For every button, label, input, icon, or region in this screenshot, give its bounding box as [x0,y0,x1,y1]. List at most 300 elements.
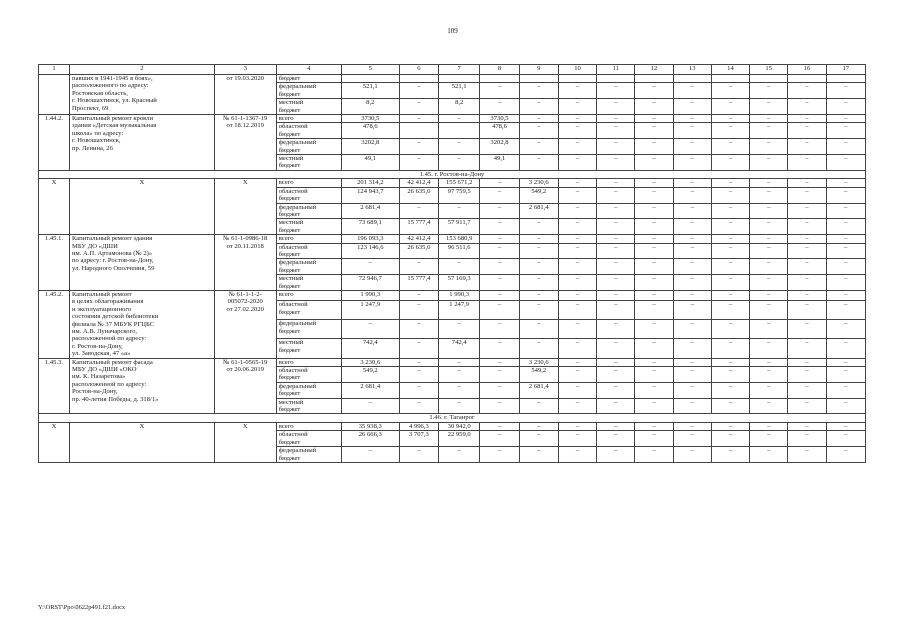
value-cell: – [439,367,480,383]
column-header: 17 [826,65,865,75]
value-cell: – [711,320,749,339]
budget-type: федеральный бюджет [276,382,341,398]
budget-type: областной бюджет [276,123,341,139]
column-header: 1 [39,65,70,75]
value-cell: – [597,187,635,203]
value-cell: – [826,358,865,366]
value-cell: – [597,243,635,259]
value-cell: – [788,235,826,243]
contract-number: X [214,179,276,235]
value-cell: – [826,290,865,300]
value-cell: 124 943,7 [341,187,399,203]
value-cell: – [519,290,558,300]
column-header: 4 [276,65,341,75]
budget-type: федеральный бюджет [276,320,341,339]
budget-type: областной бюджет [276,367,341,383]
item-name: X [70,179,215,235]
value-cell: – [826,187,865,203]
file-path-footer: Y:\ORST\Ppo\0622p491.f21.docx [38,604,126,611]
value-cell [439,123,480,139]
value-cell: 2 681,4 [519,203,558,219]
value-cell: 3 707,3 [399,431,438,447]
value-cell: 155 671,2 [439,179,480,187]
value-cell: – [788,358,826,366]
value-cell: – [558,187,596,203]
value-cell: – [558,243,596,259]
value-cell: – [826,99,865,115]
value-cell: – [673,320,711,339]
value-cell: – [399,301,438,320]
value-cell: 2 681,4 [341,382,399,398]
value-cell: 22 959,0 [439,431,480,447]
value-cell: – [711,187,749,203]
value-cell: – [750,431,788,447]
value-cell: 521,1 [341,83,399,99]
value-cell: – [597,358,635,366]
value-cell: – [399,398,438,414]
column-header: 15 [750,65,788,75]
value-cell: – [558,275,596,291]
value-cell: – [711,219,749,235]
value-cell: – [826,115,865,123]
value-cell: – [788,99,826,115]
value-cell: – [480,320,519,339]
value-cell: – [480,259,519,275]
value-cell: – [635,115,673,123]
value-cell: – [519,398,558,414]
value-cell: 97 759,5 [439,187,480,203]
table-row [39,115,866,123]
value-cell: – [439,398,480,414]
budget-type: областной бюджет [276,243,341,259]
value-cell: – [711,259,749,275]
value-cell: 742,4 [439,339,480,358]
value-cell: – [635,290,673,300]
value-cell: – [750,367,788,383]
value-cell: – [788,422,826,430]
value-cell: – [558,339,596,358]
value-cell: – [673,447,711,463]
value-cell: 478,6 [341,123,399,139]
budget-type: всего [276,179,341,187]
budget-type: федеральный бюджет [276,259,341,275]
value-cell [711,75,749,83]
value-cell: 4 996,3 [399,422,438,430]
value-cell: – [597,203,635,219]
value-cell: – [519,83,558,99]
value-cell: 26 635,0 [399,243,438,259]
value-cell: 8,2 [439,99,480,115]
value-cell: – [635,422,673,430]
value-cell: – [399,447,438,463]
value-cell: – [711,123,749,139]
value-cell: – [480,431,519,447]
value-cell: 96 511,6 [439,243,480,259]
value-cell [788,75,826,83]
value-cell: – [711,155,749,171]
value-cell: – [597,123,635,139]
value-cell: – [711,422,749,430]
value-cell: – [673,301,711,320]
value-cell: – [399,155,438,171]
value-cell: – [597,447,635,463]
value-cell: – [399,259,438,275]
contract-number: от 19.03.2020 [214,75,276,115]
value-cell: – [788,431,826,447]
value-cell: – [750,243,788,259]
item-name: Капитальный ремонт в целях облагораживания и эксплуатационного состояния детской библиотеки филиала № 37 МБУК РГЦБС им. А.В. Луначарского, расположенной по адресу: г. Ростов-на-Дону, ул. Заводская, 47 «а» [70,290,215,358]
value-cell: – [635,179,673,187]
item-name: павших в 1941-1945 в боях», расположенного по адресу: Ростовская область, г. Новошахтинск, ул. Красный Проспект, 69 [70,75,215,115]
value-cell: – [635,382,673,398]
value-cell: – [635,367,673,383]
value-cell: – [519,431,558,447]
value-cell: – [711,83,749,99]
section-title: 1.46. г. Таганрог [39,414,866,422]
value-cell: – [750,301,788,320]
value-cell: – [711,367,749,383]
value-cell: – [788,367,826,383]
value-cell: – [439,139,480,155]
value-cell: – [597,259,635,275]
budget-table [38,64,866,463]
value-cell: – [788,243,826,259]
value-cell: – [480,275,519,291]
value-cell: – [635,320,673,339]
value-cell: – [558,358,596,366]
value-cell: – [399,367,438,383]
value-cell: – [750,203,788,219]
value-cell: – [673,367,711,383]
value-cell: – [399,382,438,398]
value-cell: – [711,358,749,366]
value-cell: – [597,301,635,320]
value-cell: – [635,259,673,275]
value-cell: – [673,422,711,430]
value-cell: – [788,339,826,358]
value-cell: 742,4 [341,339,399,358]
column-header: 2 [70,65,215,75]
value-cell: – [558,431,596,447]
value-cell: – [597,398,635,414]
budget-type: всего [276,115,341,123]
value-cell: – [635,155,673,171]
budget-type: федеральный бюджет [276,203,341,219]
value-cell: 3730,5 [341,115,399,123]
budget-type: местный бюджет [276,275,341,291]
budget-type: бюджет [276,75,341,83]
item-name: Капитальный ремонт фасада МБУ ДО «ДШИ «ОКО им. К. Назаретова» расположенной по адресу: Ростов-на-Дону, пр. 40-летия Победы, д. 318/1» [70,358,215,414]
value-cell: 26 635,0 [399,187,438,203]
value-cell: – [826,219,865,235]
item-name: X [70,422,215,462]
value-cell: 3 230,6 [341,358,399,366]
budget-type: местный бюджет [276,398,341,414]
item-number: 1.45.3. [39,358,70,414]
item-name: Капитальный ремонт здания МБУ ДО «ДШИ им. А.П. Артамонова (№ 2)» по адресу: г. Ростов-на-Дону, ул. Народного Ополчения, 59 [70,235,215,291]
value-cell: – [673,243,711,259]
value-cell: – [519,259,558,275]
value-cell: – [750,320,788,339]
value-cell: – [480,382,519,398]
value-cell: – [750,235,788,243]
value-cell: – [673,290,711,300]
value-cell: – [826,179,865,187]
item-number: X [39,422,70,462]
value-cell: – [480,219,519,235]
value-cell: – [635,235,673,243]
value-cell: – [711,235,749,243]
table-row [39,235,866,243]
item-number [39,75,70,115]
value-cell: – [788,115,826,123]
value-cell: – [558,301,596,320]
value-cell: – [711,301,749,320]
value-cell: – [750,382,788,398]
value-cell: – [826,235,865,243]
budget-type: местный бюджет [276,99,341,115]
value-cell: – [711,275,749,291]
value-cell: – [826,243,865,259]
value-cell: – [635,203,673,219]
value-cell: – [788,382,826,398]
value-cell: – [788,187,826,203]
value-cell: 42 412,4 [399,235,438,243]
value-cell: 49,1 [480,155,519,171]
value-cell: 521,1 [439,83,480,99]
value-cell: – [788,203,826,219]
value-cell: 42 412,4 [399,179,438,187]
value-cell: – [480,99,519,115]
value-cell: – [750,259,788,275]
value-cell [399,123,438,139]
value-cell: – [788,398,826,414]
section-row [39,414,866,422]
value-cell: – [788,179,826,187]
value-cell: – [480,301,519,320]
value-cell: – [399,290,438,300]
value-cell: 26 666,3 [341,431,399,447]
value-cell: 549,2 [341,367,399,383]
value-cell: – [519,320,558,339]
value-cell: 1 990,3 [341,290,399,300]
budget-type: всего [276,290,341,300]
value-cell: – [673,431,711,447]
value-cell: – [635,187,673,203]
value-cell [826,75,865,83]
value-cell: – [480,235,519,243]
value-cell: – [788,259,826,275]
value-cell: – [399,203,438,219]
value-cell: – [635,243,673,259]
value-cell: – [558,398,596,414]
value-cell: – [558,203,596,219]
value-cell: – [597,155,635,171]
value-cell: – [673,235,711,243]
value-cell: – [635,398,673,414]
value-cell: – [519,139,558,155]
value-cell: – [597,139,635,155]
value-cell: – [788,320,826,339]
value-cell: – [635,339,673,358]
value-cell: – [826,398,865,414]
table-row [39,422,866,430]
value-cell: – [480,447,519,463]
value-cell: 3730,5 [480,115,519,123]
column-header: 6 [399,65,438,75]
contract-number: № 61-1-0565-19 от 20.06.2019 [214,358,276,414]
value-cell: – [597,115,635,123]
value-cell: – [480,179,519,187]
value-cell: – [519,339,558,358]
value-cell: – [480,398,519,414]
budget-type: федеральный бюджет [276,139,341,155]
value-cell: – [788,290,826,300]
value-cell: – [519,301,558,320]
value-cell: – [711,398,749,414]
section-row [39,170,866,178]
value-cell: – [480,422,519,430]
value-cell: – [480,367,519,383]
contract-number: № 61-1-0986-18 от 20.11.2018 [214,235,276,291]
value-cell: – [399,115,438,123]
value-cell: – [597,382,635,398]
page-number: 109 [447,27,458,35]
budget-type: федеральный бюджет [276,447,341,463]
value-cell [480,75,519,83]
value-cell: – [558,382,596,398]
value-cell: – [597,431,635,447]
value-cell: – [597,367,635,383]
value-cell: – [826,339,865,358]
value-cell: 2 681,4 [519,382,558,398]
value-cell: 1 990,3 [439,290,480,300]
value-cell: – [826,259,865,275]
value-cell: – [788,219,826,235]
value-cell: – [558,367,596,383]
value-cell: – [788,301,826,320]
value-cell: – [826,139,865,155]
item-number: X [39,179,70,235]
table-header [39,65,866,75]
budget-type: областной бюджет [276,187,341,203]
value-cell: – [439,382,480,398]
value-cell: 15 777,4 [399,275,438,291]
value-cell: – [711,431,749,447]
value-cell [519,75,558,83]
value-cell: – [399,99,438,115]
value-cell: – [558,179,596,187]
value-cell: – [788,83,826,99]
value-cell: – [558,259,596,275]
value-cell: – [711,290,749,300]
value-cell: – [519,155,558,171]
value-cell: – [750,179,788,187]
value-cell: 30 942,0 [439,422,480,430]
value-cell: – [635,447,673,463]
item-name: Капитальный ремонт кровли здания «Детская музыкальная школа» по адресу: г. Новошахтинск, пр. Ленина, 26 [70,115,215,171]
value-cell: – [480,203,519,219]
value-cell: – [558,115,596,123]
value-cell: – [558,139,596,155]
value-cell: – [673,358,711,366]
value-cell: – [597,179,635,187]
value-cell [635,75,673,83]
value-cell: – [673,83,711,99]
value-cell: – [750,447,788,463]
value-cell: – [597,320,635,339]
value-cell: – [750,219,788,235]
value-cell: 35 938,3 [341,422,399,430]
value-cell: – [635,275,673,291]
contract-number: № 61-1-1367-19 от 18.12.2019 [214,115,276,171]
value-cell: – [673,259,711,275]
column-header: 3 [214,65,276,75]
budget-type: областной бюджет [276,431,341,447]
value-cell: – [711,179,749,187]
value-cell: – [673,99,711,115]
value-cell: – [711,447,749,463]
value-cell [673,75,711,83]
value-cell: – [439,320,480,339]
value-cell: – [750,123,788,139]
value-cell: – [788,275,826,291]
value-cell: – [673,139,711,155]
value-cell: 123 146,6 [341,243,399,259]
value-cell: – [597,290,635,300]
value-cell [439,75,480,83]
value-cell: – [519,275,558,291]
value-cell: – [788,123,826,139]
value-cell: – [439,447,480,463]
value-cell: – [711,203,749,219]
column-header: 10 [558,65,596,75]
item-number: 1.45.2. [39,290,70,358]
value-cell: – [635,99,673,115]
value-cell: – [399,339,438,358]
value-cell: – [519,115,558,123]
column-header: 9 [519,65,558,75]
value-cell: – [597,422,635,430]
value-cell: – [597,339,635,358]
value-cell: – [788,139,826,155]
value-cell: – [750,155,788,171]
value-cell: – [399,358,438,366]
value-cell: – [750,187,788,203]
budget-type: местный бюджет [276,219,341,235]
value-cell: – [558,290,596,300]
table-row [39,75,866,83]
value-cell: 57 911,7 [439,219,480,235]
value-cell [399,75,438,83]
value-cell: – [341,447,399,463]
value-cell: – [519,422,558,430]
value-cell: 3 230,6 [519,358,558,366]
value-cell: 549,2 [519,367,558,383]
column-header: 5 [341,65,399,75]
value-cell: – [341,320,399,339]
value-cell: – [439,259,480,275]
value-cell: – [480,339,519,358]
value-cell: – [597,219,635,235]
value-cell: – [711,339,749,358]
value-cell: – [399,320,438,339]
value-cell: – [597,275,635,291]
column-header: 8 [480,65,519,75]
value-cell: – [519,219,558,235]
value-cell: – [788,447,826,463]
value-cell: – [439,115,480,123]
